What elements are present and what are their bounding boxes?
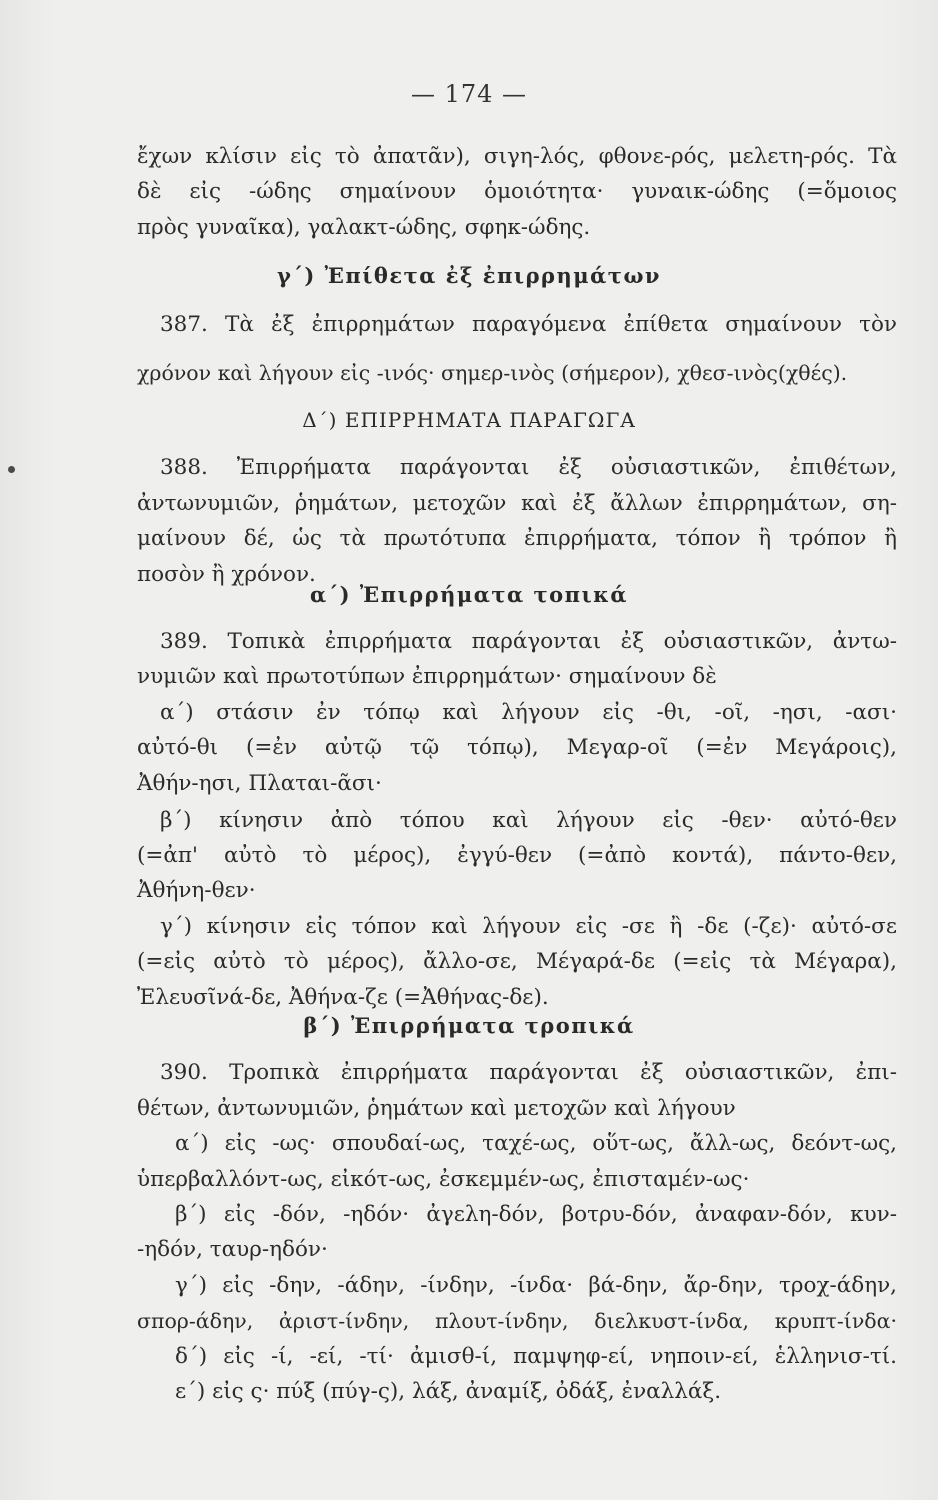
paragraph-first-line: 388. Ἐπιρρήματα παράγονται ἐξ οὐσιαστικῶν, ἐπιθέτων, (160, 455, 897, 480)
section-heading: γ΄) Ἐπίθετα ἐξ ἐπιρρημάτων (276, 263, 662, 288)
text-line: πρὸς γυναῖκα), γαλακτ-ώδης, σφηκ-ώδης. (137, 215, 591, 240)
text-line: Ἀθήνη-θεν· (137, 878, 256, 903)
list-item-line: γ΄) κίνησιν εἰς τόπον καὶ λήγουν εἰς -σε ἢ -δε (-ζε)· αὐτό-σε (160, 914, 897, 939)
text-line: ὑπερβαλλόντ-ως, εἰκότ-ως, ἐσκεμμέν-ως, ἐπισταμέν-ως· (137, 1167, 750, 1192)
text-line: χρόνον καὶ λήγουν εἰς -ινός· σημερ-ινὸς (σήμερον), χθεσ-ινὸς(χθές). (137, 361, 848, 385)
text-line: (=εἰς αὐτὸ τὸ μέρος), ἄλλο-σε, Μέγαρά-δε (=εἰς τὰ Μέγαρα), (137, 949, 897, 974)
text-line: θέτων, ἀντωνυμιῶν, ῥημάτων καὶ μετοχῶν καὶ λήγουν (137, 1096, 736, 1121)
list-item-line: β΄) εἰς -δόν, -ηδόν· ἀγελη-δόν, βοτρυ-δόν, ἀναφαν-δόν, κυν- (175, 1202, 897, 1227)
ink-speck (8, 466, 15, 473)
list-item-line: β΄) κίνησιν ἀπὸ τόπου καὶ λήγουν εἰς -θεν· αὐτό-θεν (160, 808, 897, 833)
paragraph-first-line: 390. Τροπικὰ ἐπιρρήματα παράγονται ἐξ οὐσιαστικῶν, ἐπι- (160, 1060, 897, 1085)
section-heading: α΄) Ἐπιρρήματα τοπικά (309, 582, 629, 607)
text-line: νυμιῶν καὶ πρωτοτύπων ἐπιρρημάτων· σημαίνουν δὲ (137, 664, 717, 689)
section-heading: β΄) Ἐπιρρήματα τροπικά (303, 1013, 635, 1038)
chapter-heading: Δ΄) ΕΠΙΡΡΗΜΑΤΑ ΠΑΡΑΓΩΓΑ (302, 408, 636, 432)
paragraph-first-line: 389. Τοπικὰ ἐπιρρήματα παράγονται ἐξ οὐσιαστικῶν, ἀντω- (160, 629, 897, 654)
text-line: (=ἀπ' αὐτὸ τὸ μέρος), ἐγγύ-θεν (=ἀπὸ κοντά), πάντο-θεν, (137, 843, 897, 868)
text-line: μαίνουν δέ, ὡς τὰ πρωτότυπα ἐπιρρήματα, τόπον ἢ τρόπον ἢ (137, 526, 897, 551)
text-line: Ἀθήν-ησι, Πλαται-ᾶσι· (137, 771, 382, 796)
text-line: -ηδόν, ταυρ-ηδόν· (137, 1237, 328, 1262)
list-item-line: ε΄) εἰς ς· πύξ (πύγ-ς), λάξ, ἀναμίξ, ὀδάξ, ἐναλλάξ. (175, 1379, 722, 1404)
list-item-line: α΄) στάσιν ἐν τόπῳ καὶ λήγουν εἰς -θι, -οῖ, -ησι, -ασι· (160, 700, 897, 725)
text-line: ποσὸν ἢ χρόνον. (137, 562, 316, 587)
text-line: Ἐλευσῖνά-δε, Ἀθήνα-ζε (=Ἀθήνας-δε). (137, 985, 549, 1010)
list-item-line: δ΄) εἰς -ί, -εί, -τί· ἀμισθ-ί, παμψηφ-εί, νηποιν-εί, ἑλληνισ-τί. (175, 1344, 897, 1369)
list-item-line: γ΄) εἰς -δην, -άδην, -ίνδην, -ίνδα· βά-δην, ἄρ-δην, τροχ-άδην, (175, 1273, 897, 1298)
text-line: σπορ-άδην, ἀριστ-ίνδην, πλουτ-ίνδην, διελκυστ-ίνδα, κρυπτ-ίνδα· (137, 1309, 897, 1333)
page-number: — 174 — (410, 80, 528, 108)
text-line: ἀντωνυμιῶν, ῥημάτων, μετοχῶν καὶ ἐξ ἄλλων ἐπιρρημάτων, ση- (137, 491, 897, 516)
paragraph-first-line: 387. Τὰ ἐξ ἐπιρρημάτων παραγόμενα ἐπίθετα σημαίνουν τὸν (160, 312, 897, 337)
text-line: δὲ εἰς -ώδης σημαίνουν ὁμοιότητα· γυναικ-ώδης (=ὅμοιος (137, 179, 897, 204)
text-line: ἔχων κλίσιν εἰς τὸ ἀπατᾶν), σιγη-λός, φθονε-ρός, μελετη-ρός. Τὰ (137, 144, 897, 169)
text-line: αὐτό-θι (=ἐν αὐτῷ τῷ τόπῳ), Μεγαρ-οῖ (=ἐν Μεγάροις), (137, 735, 897, 760)
list-item-line: α΄) εἰς -ως· σπουδαί-ως, ταχέ-ως, οὕτ-ως, ἄλλ-ως, δεόντ-ως, (175, 1131, 897, 1156)
